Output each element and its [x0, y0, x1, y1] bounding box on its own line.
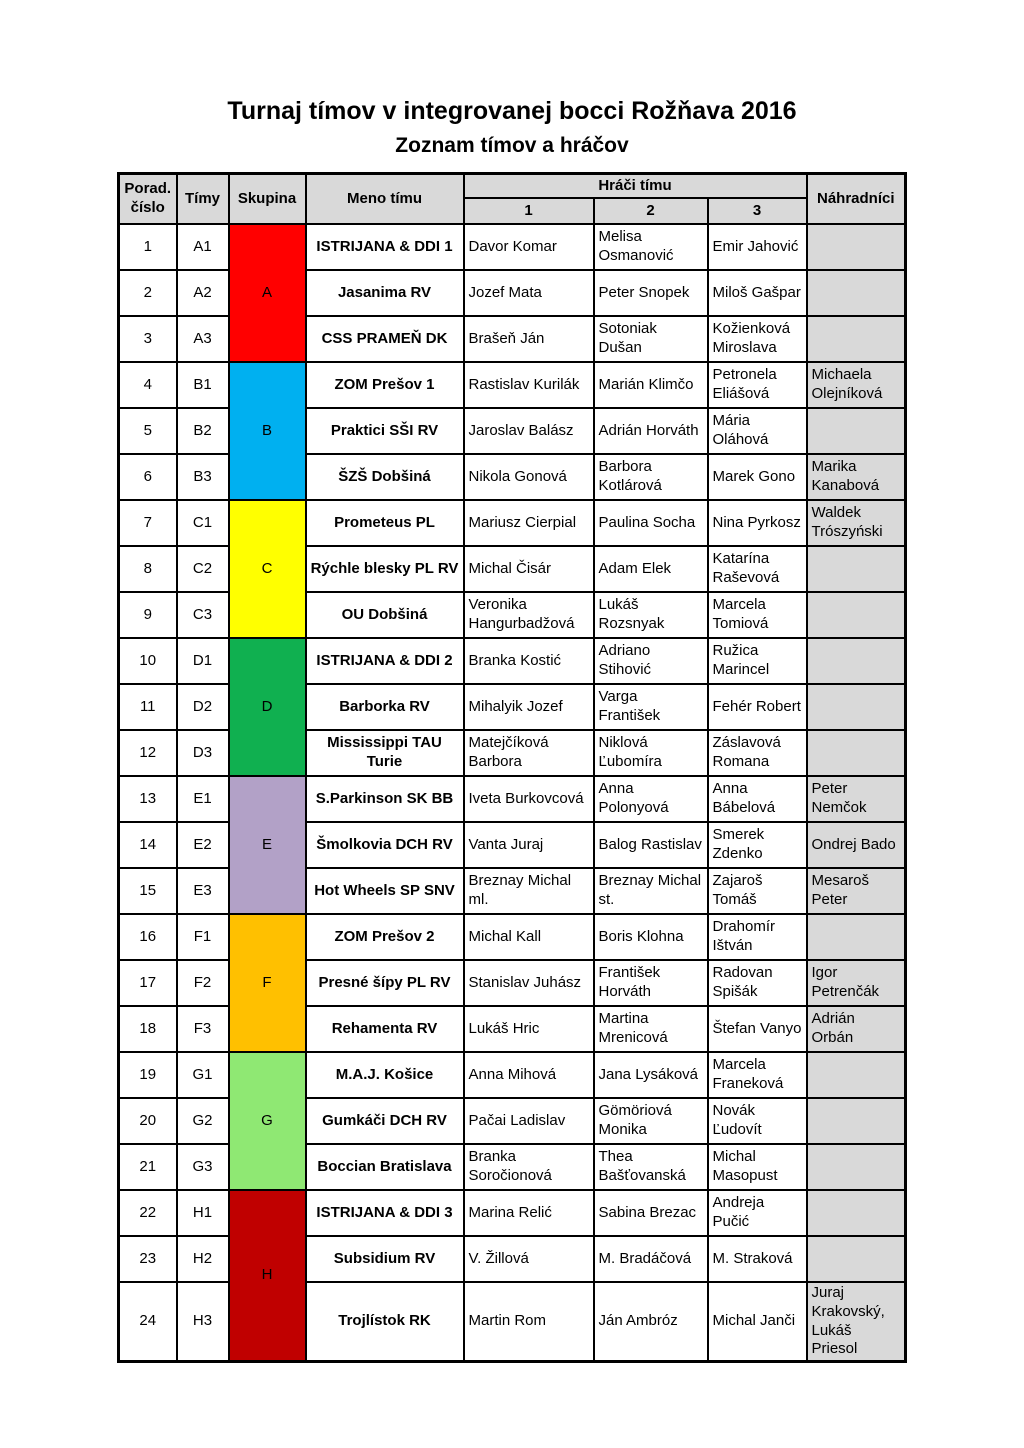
player-cell: M. Straková	[708, 1236, 807, 1282]
team-code-cell: G3	[177, 1144, 229, 1190]
player-cell: Marina Relić	[464, 1190, 594, 1236]
substitutes-cell	[807, 914, 906, 960]
order-number-cell: 4	[119, 362, 177, 408]
player-cell: Matejčíková Barbora	[464, 730, 594, 776]
team-name-cell: Boccian Bratislava	[306, 1144, 464, 1190]
player-cell: Adam Elek	[594, 546, 708, 592]
team-code-cell: B2	[177, 408, 229, 454]
team-name-cell: ZOM Prešov 2	[306, 914, 464, 960]
team-name-cell: M.A.J. Košice	[306, 1052, 464, 1098]
page-title: Turnaj tímov v integrovanej bocci Rožňava 2016	[227, 97, 797, 125]
substitutes-cell	[807, 546, 906, 592]
order-number-cell: 3	[119, 316, 177, 362]
player-cell: Marcela Franeková	[708, 1052, 807, 1098]
player-cell: Štefan Vanyo	[708, 1006, 807, 1052]
player-cell: Anna Mihová	[464, 1052, 594, 1098]
substitutes-cell: Peter Nemčok	[807, 776, 906, 822]
team-row	[119, 1190, 906, 1236]
team-code-cell: E3	[177, 868, 229, 914]
order-number-cell: 11	[119, 684, 177, 730]
team-name-cell: ŠZŠ Dobšiná	[306, 454, 464, 500]
player-cell: František Horváth	[594, 960, 708, 1006]
team-row	[119, 224, 906, 270]
order-number-cell: 1	[119, 224, 177, 270]
player-cell: Kožienková Miroslava	[708, 316, 807, 362]
player-cell: Michal Masopust	[708, 1144, 807, 1190]
order-number-cell: 10	[119, 638, 177, 684]
page-subtitle: Zoznam tímov a hráčov	[395, 134, 629, 157]
player-cell: Varga František	[594, 684, 708, 730]
team-name-cell: ISTRIJANA & DDI 1	[306, 224, 464, 270]
player-cell: Katarína Raševová	[708, 546, 807, 592]
team-code-cell: C3	[177, 592, 229, 638]
player-cell: Boris Klohna	[594, 914, 708, 960]
header-player-1: 1	[464, 198, 594, 224]
team-code-cell: H1	[177, 1190, 229, 1236]
player-cell: Vanta Juraj	[464, 822, 594, 868]
player-cell: Veronika Hangurbadžová	[464, 592, 594, 638]
player-cell: Jaroslav Balász	[464, 408, 594, 454]
order-number-cell: 17	[119, 960, 177, 1006]
substitutes-cell: Adrián Orbán	[807, 1006, 906, 1052]
player-cell: Adrián Horváth	[594, 408, 708, 454]
player-cell: Anna Bábelová	[708, 776, 807, 822]
team-code-cell: B1	[177, 362, 229, 408]
table-header	[119, 174, 906, 225]
team-name-cell: S.Parkinson SK BB	[306, 776, 464, 822]
player-cell: Melisa Osmanović	[594, 224, 708, 270]
team-code-cell: F3	[177, 1006, 229, 1052]
team-code-cell: A3	[177, 316, 229, 362]
player-cell: Michal Kall	[464, 914, 594, 960]
order-number-cell: 14	[119, 822, 177, 868]
header-substitutes: Náhradníci	[807, 174, 906, 225]
substitutes-cell: Michaela Olejníková	[807, 362, 906, 408]
player-cell: Sabina Brezac	[594, 1190, 708, 1236]
player-cell: Petronela Eliášová	[708, 362, 807, 408]
team-row	[119, 1052, 906, 1098]
player-cell: Nina Pyrkosz	[708, 500, 807, 546]
team-name-cell: Presné šípy PL RV	[306, 960, 464, 1006]
team-name-cell: Praktici SŠI RV	[306, 408, 464, 454]
team-name-cell: ZOM Prešov 1	[306, 362, 464, 408]
substitutes-cell	[807, 224, 906, 270]
player-cell: V. Žillová	[464, 1236, 594, 1282]
team-row	[119, 776, 906, 822]
order-number-cell: 9	[119, 592, 177, 638]
team-code-cell: E2	[177, 822, 229, 868]
player-cell: Branka Kostić	[464, 638, 594, 684]
group-letter-cell: E	[229, 776, 306, 914]
player-cell: Emir Jahović	[708, 224, 807, 270]
player-cell: Gömöriová Monika	[594, 1098, 708, 1144]
player-cell: Martin Rom	[464, 1282, 594, 1362]
player-cell: Lukáš Hric	[464, 1006, 594, 1052]
team-code-cell: D3	[177, 730, 229, 776]
team-code-cell: D1	[177, 638, 229, 684]
team-name-cell: OU Dobšiná	[306, 592, 464, 638]
order-number-cell: 23	[119, 1236, 177, 1282]
player-cell: M. Bradáčová	[594, 1236, 708, 1282]
order-number-cell: 24	[119, 1282, 177, 1362]
group-letter-cell: D	[229, 638, 306, 776]
substitutes-cell	[807, 270, 906, 316]
team-name-cell: Hot Wheels SP SNV	[306, 868, 464, 914]
header-order-number: Porad. číslo	[119, 174, 177, 225]
order-number-cell: 22	[119, 1190, 177, 1236]
order-number-cell: 19	[119, 1052, 177, 1098]
substitutes-cell: Waldek Trószyński	[807, 500, 906, 546]
team-name-cell: Rýchle blesky PL RV	[306, 546, 464, 592]
substitutes-cell: Igor Petrenčák	[807, 960, 906, 1006]
player-cell: Mária Oláhová	[708, 408, 807, 454]
header-player-2: 2	[594, 198, 708, 224]
player-cell: Balog Rastislav	[594, 822, 708, 868]
header-group: Skupina	[229, 174, 306, 225]
group-letter-cell: H	[229, 1190, 306, 1362]
substitutes-cell: Juraj Krakovský, Lukáš Priesol	[807, 1282, 906, 1362]
header-player-3: 3	[708, 198, 807, 224]
substitutes-cell	[807, 408, 906, 454]
team-name-cell: Subsidium RV	[306, 1236, 464, 1282]
team-name-cell: Jasanima RV	[306, 270, 464, 316]
team-name-cell: Gumkáči DCH RV	[306, 1098, 464, 1144]
player-cell: Fehér Robert	[708, 684, 807, 730]
order-number-cell: 8	[119, 546, 177, 592]
player-cell: Novák Ľudovít	[708, 1098, 807, 1144]
group-letter-cell: B	[229, 362, 306, 500]
substitutes-cell	[807, 684, 906, 730]
player-cell: Anna Polonyová	[594, 776, 708, 822]
player-cell: Barbora Kotlárová	[594, 454, 708, 500]
order-number-cell: 7	[119, 500, 177, 546]
team-row	[119, 638, 906, 684]
team-code-cell: F2	[177, 960, 229, 1006]
order-number-cell: 21	[119, 1144, 177, 1190]
team-row	[119, 914, 906, 960]
player-cell: Brašeň Ján	[464, 316, 594, 362]
player-cell: Drahomír Ištván	[708, 914, 807, 960]
order-number-cell: 20	[119, 1098, 177, 1144]
order-number-cell: 18	[119, 1006, 177, 1052]
order-number-cell: 2	[119, 270, 177, 316]
team-name-cell: Rehamenta RV	[306, 1006, 464, 1052]
player-cell: Jozef Mata	[464, 270, 594, 316]
substitutes-cell	[807, 730, 906, 776]
team-name-cell: Šmolkovia DCH RV	[306, 822, 464, 868]
player-cell: Stanislav Juhász	[464, 960, 594, 1006]
team-name-cell: Prometeus PL	[306, 500, 464, 546]
player-cell: Michal Čisár	[464, 546, 594, 592]
player-cell: Radovan Spišák	[708, 960, 807, 1006]
substitutes-cell	[807, 638, 906, 684]
substitutes-cell: Mesaroš Peter	[807, 868, 906, 914]
header-teams: Tímy	[177, 174, 229, 225]
player-cell: Ružica Marincel	[708, 638, 807, 684]
player-cell: Pačai Ladislav	[464, 1098, 594, 1144]
substitutes-cell	[807, 1144, 906, 1190]
team-code-cell: F1	[177, 914, 229, 960]
team-code-cell: C2	[177, 546, 229, 592]
order-number-cell: 13	[119, 776, 177, 822]
group-letter-cell: F	[229, 914, 306, 1052]
substitutes-cell	[807, 316, 906, 362]
order-number-cell: 16	[119, 914, 177, 960]
player-cell: Marián Klimčo	[594, 362, 708, 408]
team-row	[119, 362, 906, 408]
player-cell: Peter Snopek	[594, 270, 708, 316]
player-cell: Marek Gono	[708, 454, 807, 500]
player-cell: Zajaroš Tomáš	[708, 868, 807, 914]
group-letter-cell: A	[229, 224, 306, 362]
player-cell: Michal Janči	[708, 1282, 807, 1362]
player-cell: Jana Lysáková	[594, 1052, 708, 1098]
player-cell: Lukáš Rozsnyak	[594, 592, 708, 638]
player-cell: Breznay Michal st.	[594, 868, 708, 914]
order-number-cell: 15	[119, 868, 177, 914]
player-cell: Thea Bašťovanská	[594, 1144, 708, 1190]
player-cell: Ján Ambróz	[594, 1282, 708, 1362]
substitutes-cell	[807, 592, 906, 638]
player-cell: Adriano Stihović	[594, 638, 708, 684]
team-code-cell: G2	[177, 1098, 229, 1144]
team-name-cell: ISTRIJANA & DDI 3	[306, 1190, 464, 1236]
team-code-cell: A1	[177, 224, 229, 270]
substitutes-cell	[807, 1052, 906, 1098]
player-cell: Sotoniak Dušan	[594, 316, 708, 362]
team-code-cell: E1	[177, 776, 229, 822]
team-code-cell: H3	[177, 1282, 229, 1362]
substitutes-cell	[807, 1190, 906, 1236]
table-body	[119, 224, 906, 1362]
player-cell: Niklová Ľubomíra	[594, 730, 708, 776]
player-cell: Marcela Tomiová	[708, 592, 807, 638]
substitutes-cell: Marika Kanabová	[807, 454, 906, 500]
order-number-cell: 5	[119, 408, 177, 454]
team-row	[119, 500, 906, 546]
order-number-cell: 6	[119, 454, 177, 500]
group-letter-cell: G	[229, 1052, 306, 1190]
team-code-cell: B3	[177, 454, 229, 500]
order-number-cell: 12	[119, 730, 177, 776]
player-cell: Nikola Gonová	[464, 454, 594, 500]
team-code-cell: C1	[177, 500, 229, 546]
player-cell: Miloš Gašpar	[708, 270, 807, 316]
team-code-cell: D2	[177, 684, 229, 730]
team-name-cell: ISTRIJANA & DDI 2	[306, 638, 464, 684]
player-cell: Iveta Burkovcová	[464, 776, 594, 822]
header-team-name: Meno tímu	[306, 174, 464, 225]
team-code-cell: H2	[177, 1236, 229, 1282]
header-team-players: Hráči tímu	[464, 174, 807, 199]
team-name-cell: Barborka RV	[306, 684, 464, 730]
team-code-cell: A2	[177, 270, 229, 316]
player-cell: Mihalyik Jozef	[464, 684, 594, 730]
team-name-cell: CSS PRAMEŇ DK	[306, 316, 464, 362]
player-cell: Branka Soročionová	[464, 1144, 594, 1190]
team-code-cell: G1	[177, 1052, 229, 1098]
team-name-cell: Trojlístok RK	[306, 1282, 464, 1362]
player-cell: Paulina Socha	[594, 500, 708, 546]
substitutes-cell: Ondrej Bado	[807, 822, 906, 868]
substitutes-cell	[807, 1098, 906, 1144]
group-letter-cell: C	[229, 500, 306, 638]
player-cell: Andreja Pučić	[708, 1190, 807, 1236]
player-cell: Smerek Zdenko	[708, 822, 807, 868]
player-cell: Rastislav Kurilák	[464, 362, 594, 408]
player-cell: Breznay Michal ml.	[464, 868, 594, 914]
player-cell: Martina Mrenicová	[594, 1006, 708, 1052]
substitutes-cell	[807, 1236, 906, 1282]
player-cell: Davor Komar	[464, 224, 594, 270]
player-cell: Mariusz Cierpial	[464, 500, 594, 546]
teams-roster-table	[117, 172, 907, 1363]
player-cell: Záslavová Romana	[708, 730, 807, 776]
team-name-cell: Mississippi TAU Turie	[306, 730, 464, 776]
